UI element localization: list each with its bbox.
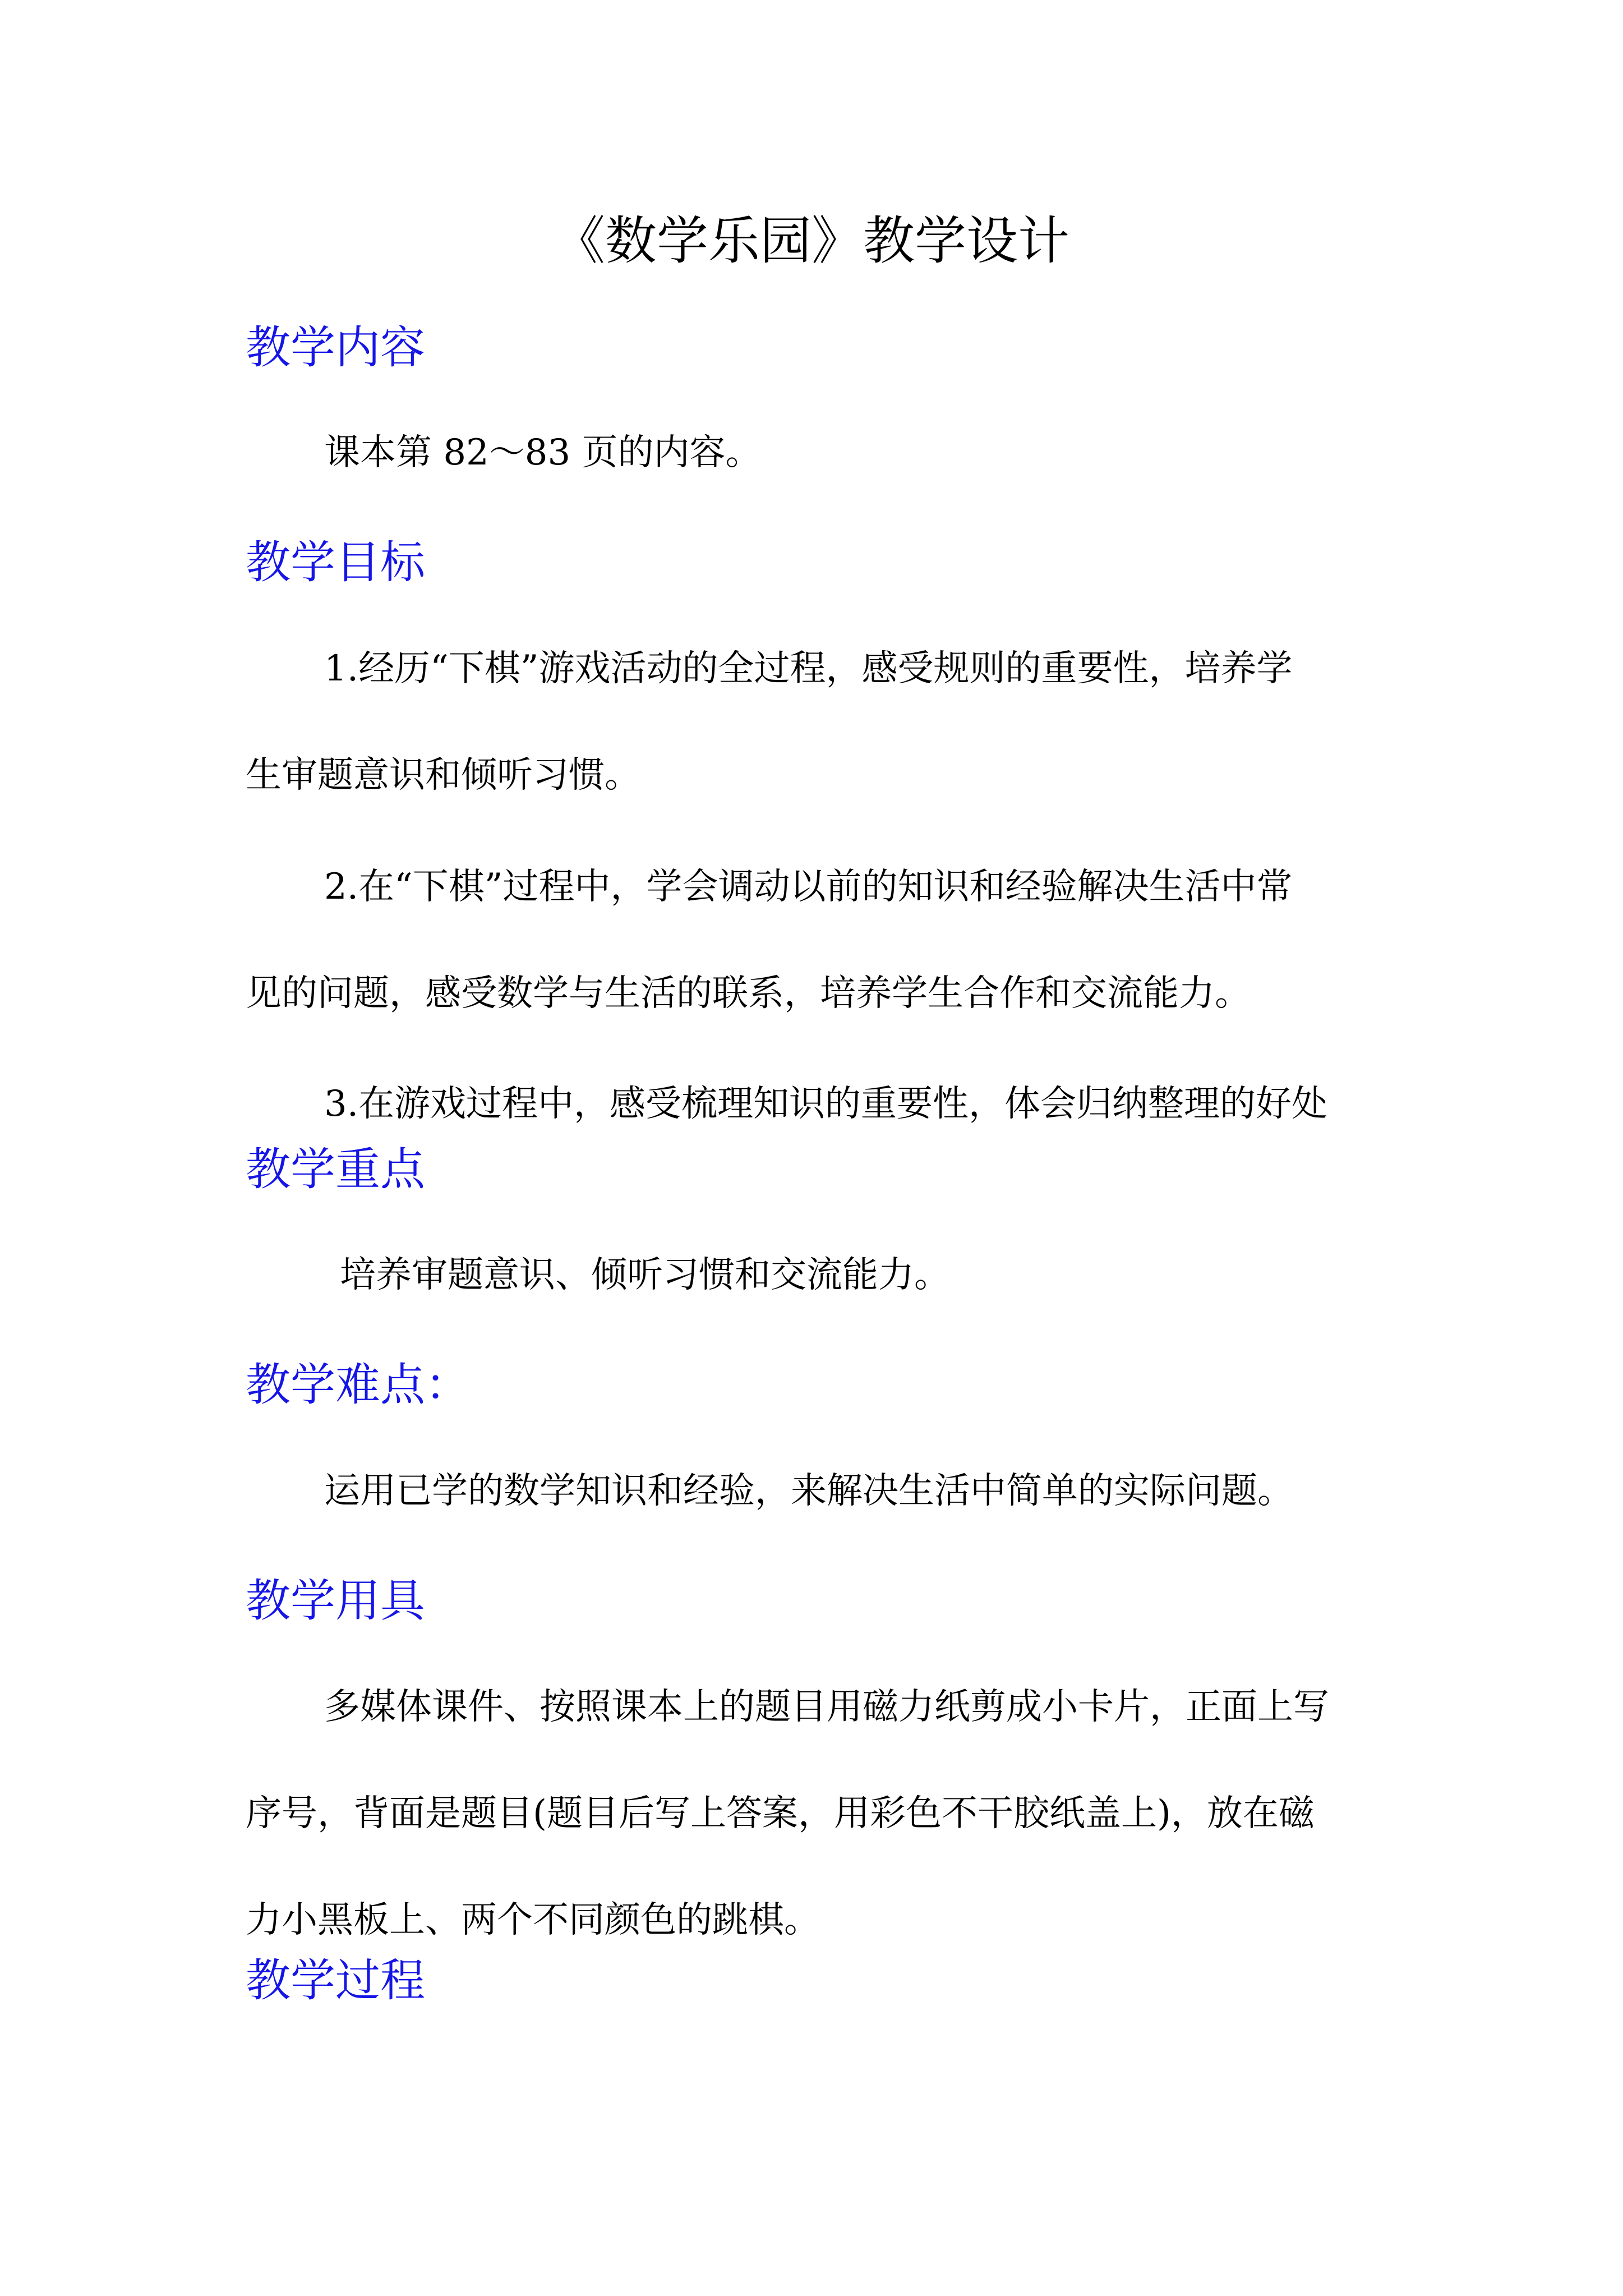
objective-item-1 bbox=[246, 615, 1378, 829]
heading-teaching-content: 教学内容 bbox=[246, 321, 425, 374]
objective-1-line-1: 1.经历“下棋”游戏活动的全过程，感受规则的重要性，培养学 bbox=[324, 648, 1293, 689]
tools-line-3: 力小黑板上、两个不同颜色的跳棋。 bbox=[246, 1899, 820, 1941]
difficulties-text: 运用已学的数学知识和经验，来解决生活中简单的实际问题。 bbox=[324, 1470, 1293, 1512]
heading-key-points: 教学重点 bbox=[246, 1143, 425, 1195]
heading-teaching-objectives: 教学目标 bbox=[246, 536, 425, 588]
tools-line-2: 序号，背面是题目(题目后写上答案，用彩色不干胶纸盖上)，放在磁 bbox=[246, 1793, 1315, 1834]
objective-3-line-1: 3.在游戏过程中，感受梳理知识的重要性，体会归纳整理的好处 bbox=[324, 1083, 1328, 1125]
heading-difficulties: 教学难点： bbox=[246, 1359, 470, 1411]
objective-1-line-2: 生审题意识和倾听习惯。 bbox=[246, 754, 640, 796]
heading-teaching-tools: 教学用具 bbox=[246, 1575, 425, 1627]
paragraph-difficulties bbox=[246, 1438, 1378, 1544]
tools-line-1: 多媒体课件、按照课本上的题目用磁力纸剪成小卡片，正面上写 bbox=[324, 1686, 1329, 1728]
paragraph-key-points bbox=[246, 1222, 1378, 1328]
key-points-text: 培养审题意识、倾听习惯和交流能力。 bbox=[340, 1254, 950, 1296]
teaching-content-text: 课本第 82～83 页的内容。 bbox=[324, 432, 762, 473]
objective-2-line-2: 见的问题，感受数学与生活的联系，培养学生合作和交流能力。 bbox=[246, 973, 1251, 1014]
heading-teaching-process: 教学过程 bbox=[246, 1954, 425, 2007]
document-title: 《数学乐园》教学设计 bbox=[553, 211, 1069, 271]
paragraph-teaching-content bbox=[246, 399, 1378, 506]
objective-item-2 bbox=[246, 834, 1378, 1047]
paragraph-teaching-tools bbox=[246, 1654, 1378, 1973]
objective-2-line-1: 2.在“下棋”过程中，学会调动以前的知识和经验解决生活中常 bbox=[324, 866, 1293, 908]
